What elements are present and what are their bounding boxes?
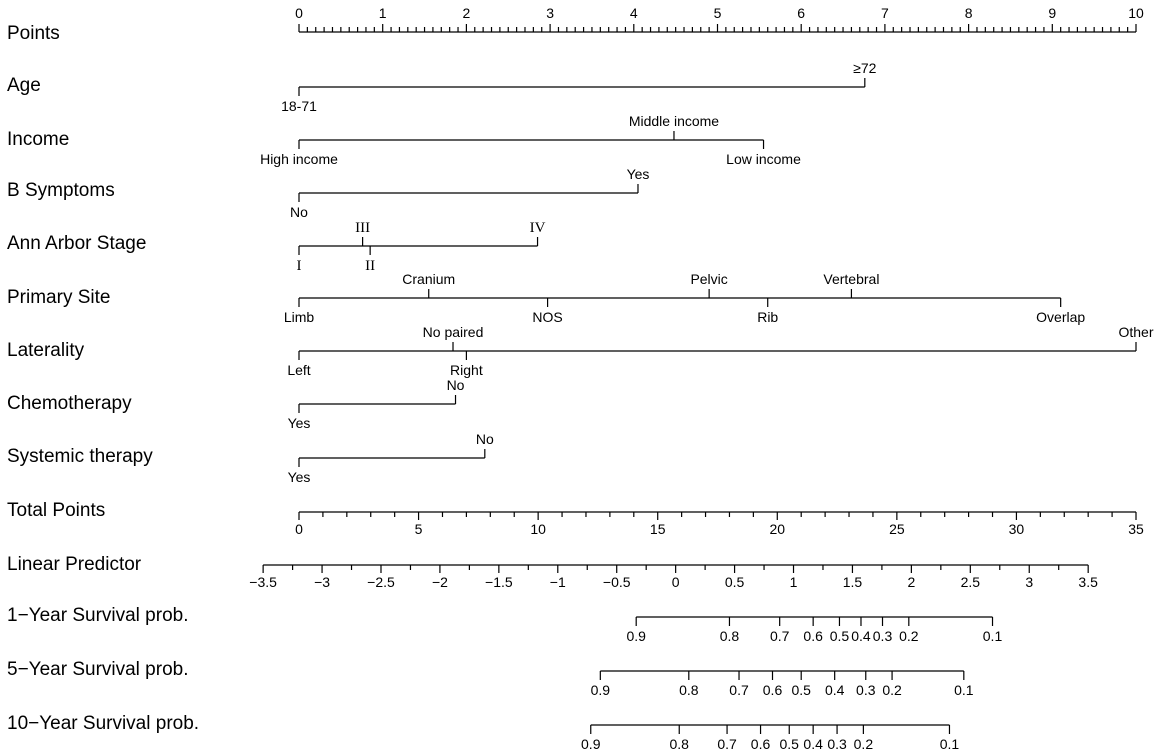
primary-site-row-label: Primary Site [7,287,111,309]
systemic-therapy-level-label: Yes [287,469,311,485]
points-axis-tick-label: 4 [629,5,638,21]
five-year-survival-tick-label: 0.7 [729,682,749,698]
five-year-survival-tick-label: 0.2 [882,682,902,698]
laterality-level-label: Left [287,362,311,378]
points-axis-tick-label: 8 [964,5,973,21]
ann-arbor-stage-row-label: Ann Arbor Stage [7,233,147,255]
ann-arbor-stage-level-label: II [365,258,376,274]
income-level-label: Low income [726,151,801,167]
ten-year-survival-tick-label: 0.3 [827,736,847,752]
one-year-survival-tick-label: 0.2 [899,628,919,644]
linear-predictor-axis-tick-label: −3 [314,574,331,590]
primary-site-level-label: Limb [283,309,315,325]
income-level-label: Middle income [628,113,720,129]
points-axis-tick-label: 1 [378,5,387,21]
age-level-label: 18-71 [281,98,317,114]
ten-year-survival-tick-label: 0.2 [853,736,874,752]
ann-arbor-stage-level-label: IV [529,220,546,236]
linear-predictor-axis-tick-label: 0 [671,574,680,590]
linear-predictor-axis-tick-label: 2.5 [960,574,981,590]
ten-year-survival-tick-label: 0.1 [939,736,960,752]
points-axis-tick-label: 7 [881,5,889,21]
one-year-survival-tick-label: 0.8 [719,628,740,644]
five-year-survival-tick-label: 0.6 [762,682,783,698]
total-points-label: Total Points [7,500,106,522]
laterality-level-label: Other [1118,324,1154,340]
points-axis-tick-label: 0 [295,5,303,21]
primary-site-level-label: Vertebral [823,271,880,287]
ten-year-survival-tick-label: 0.5 [779,736,799,752]
linear-predictor-axis-tick-label: 2 [907,574,916,590]
one-year-survival-tick-label: 0.1 [982,628,1003,644]
five-year-survival-tick-label: 0.1 [954,682,974,698]
linear-predictor-axis-tick-label: 1 [789,574,798,590]
points-axis-tick-label: 9 [1048,5,1057,21]
laterality-level-label: No paired [422,324,484,340]
five-year-survival-tick-label: 0.3 [856,682,876,698]
ten-year-survival-tick-label: 0.7 [717,736,737,752]
linear-predictor-label: Linear Predictor [7,554,142,576]
primary-site-level-label: Cranium [402,271,456,287]
points-axis-tick-label: 2 [462,5,471,21]
ten-year-survival-label: 10−Year Survival prob. [7,713,200,735]
primary-site-level-label: Pelvic [690,271,728,287]
one-year-survival-tick-label: 0.5 [829,628,850,644]
one-year-survival-tick-label: 0.4 [851,628,871,644]
age-row-label: Age [7,75,41,97]
points-axis-tick-label: 3 [546,5,554,21]
age-level-label: ≥72 [853,60,877,76]
total-points-axis-tick-label: 10 [530,521,546,537]
linear-predictor-axis-tick-label: −1.5 [485,574,513,590]
chemotherapy-level-label: Yes [287,415,311,431]
income-row-label: Income [7,129,70,151]
points-axis-label: Points [7,23,60,45]
chemotherapy-level-label: No [446,377,465,393]
linear-predictor-axis-tick-label: 3.5 [1078,574,1098,590]
five-year-survival-tick-label: 0.4 [824,682,845,698]
income-level-label: High income [260,151,338,167]
ten-year-survival-tick-label: 0.9 [581,736,601,752]
total-points-axis-tick-label: 30 [1008,521,1025,537]
linear-predictor-axis-tick-label: 3 [1025,574,1034,590]
total-points-axis-tick-label: 25 [889,521,905,537]
ten-year-survival-tick-label: 0.4 [803,736,823,752]
linear-predictor-axis-tick-label: −3.5 [249,574,277,590]
ten-year-survival-tick-label: 0.8 [669,736,689,752]
primary-site-level-label: Overlap [1036,309,1086,325]
total-points-axis-tick-label: 0 [295,521,303,537]
one-year-survival-tick-label: 0.3 [872,628,893,644]
one-year-survival-tick-label: 0.6 [803,628,823,644]
primary-site-level-label: Rib [757,309,779,325]
five-year-survival-tick-label: 0.8 [679,682,699,698]
b-symptoms-level-label: No [290,204,308,220]
total-points-axis-tick-label: 20 [769,521,786,537]
points-axis-tick-label: 6 [797,5,806,21]
points-axis-tick-label: 5 [713,5,722,21]
one-year-survival-label: 1−Year Survival prob. [7,605,189,627]
ann-arbor-stage-level-label: I [296,258,302,274]
laterality-row-label: Laterality [7,340,85,362]
systemic-therapy-row-label: Systemic therapy [7,446,153,468]
five-year-survival-tick-label: 0.9 [590,682,611,698]
b-symptoms-row-label: B Symptoms [7,180,115,202]
linear-predictor-axis-tick-label: −2 [431,574,448,590]
linear-predictor-axis-tick-label: −2.5 [367,574,395,590]
ten-year-survival-tick-label: 0.6 [750,736,771,752]
laterality-level-label: Right [450,362,483,378]
linear-predictor-axis-tick-label: 1.5 [842,574,863,590]
ann-arbor-stage-level-label: III [355,220,371,236]
points-axis-tick-label: 10 [1128,5,1144,21]
linear-predictor-axis-tick-label: −0.5 [602,574,631,590]
systemic-therapy-level-label: No [475,431,494,447]
chemotherapy-row-label: Chemotherapy [7,393,132,415]
primary-site-level-label: NOS [532,309,563,325]
linear-predictor-axis-tick-label: 0.5 [724,574,745,590]
five-year-survival-tick-label: 0.5 [791,682,811,698]
total-points-axis-tick-label: 15 [649,521,666,537]
linear-predictor-axis-tick-label: −1 [549,574,566,590]
one-year-survival-tick-label: 0.9 [626,628,646,644]
one-year-survival-tick-label: 0.7 [769,628,790,644]
total-points-axis-tick-label: 35 [1128,521,1144,537]
total-points-axis-tick-label: 5 [414,521,423,537]
five-year-survival-label: 5−Year Survival prob. [7,659,189,681]
b-symptoms-level-label: Yes [626,166,650,182]
